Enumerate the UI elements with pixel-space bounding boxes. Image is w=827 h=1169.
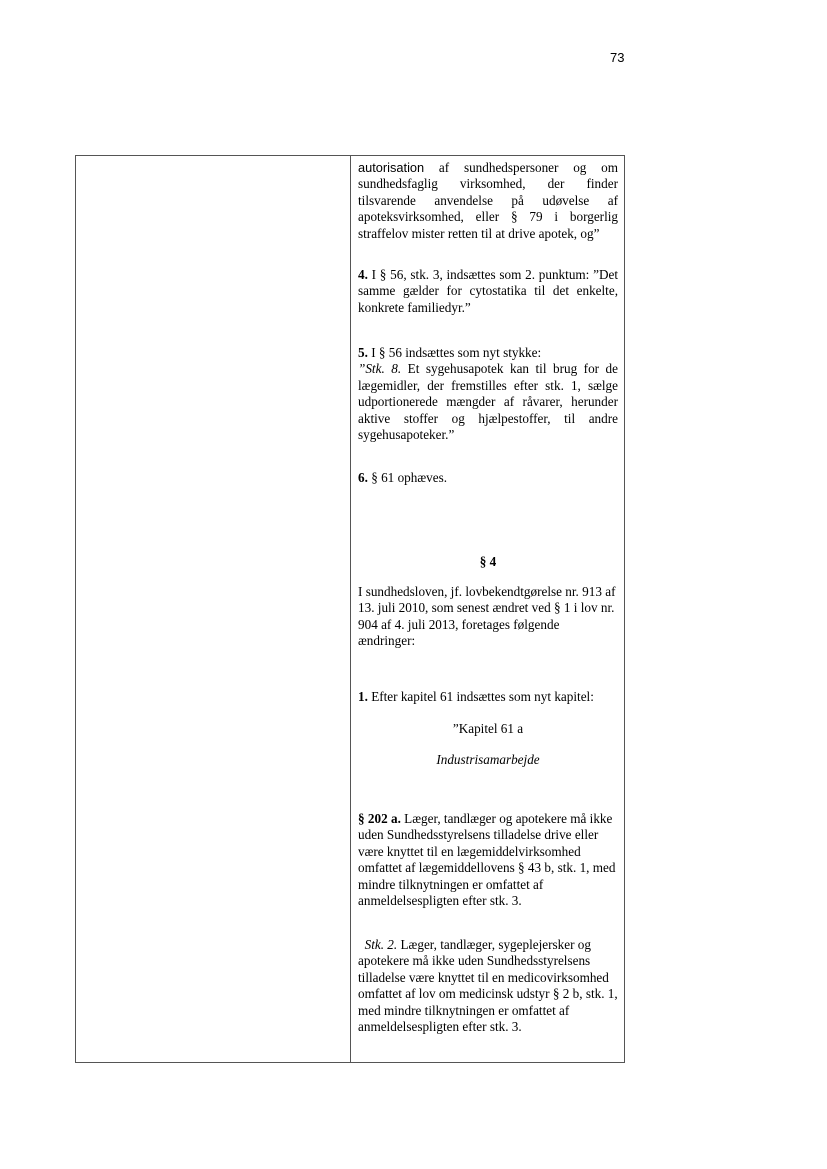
chapter-subtitle [358,752,618,768]
item-5-stk-text: Et sygehusapotek kan til brug for de lægemidler, der fremstilles efter stk. 1, sælge udportionerede mængder af råvarer, herunder aktive stoffer og hjælpestoffer, til andre sygehusapoteker.” [358,361,618,443]
stk-2-text: Læger, tandlæger, sygeplejersker og apotekere må ikke uden Sundhedsstyrelsens tilladelse være knyttet til en medicovirksomhed omfattet af lov om medicinsk udstyr § 2 b, stk. 1, med mindre tilknytningen er omfattet af anmeldelsespligten efter stk. 3. [358,937,618,1035]
chapter-title-text: ”Kapitel 61 a [452,721,524,736]
continuation-text: af sundhedspersoner og om sundhedsfaglig virksomhed, der finder tilsvarende anvendelse på udøvelse af apoteksvirksomhed, eller § 79 i borgerlig straffelov mister retten til at drive apotek, og” [358,160,618,241]
stk-2 [358,937,618,1035]
page-number: 73 [610,50,625,65]
item-6-text: § 61 ophæves. [367,470,448,485]
item-4 [358,267,618,316]
chapter-subtitle-text: Industrisamarbejde [436,752,540,767]
item-6 [358,470,618,486]
paragraph-202a [358,811,618,909]
continuation-lead: autorisation [358,160,425,175]
chapter-title [358,721,618,737]
column-divider [350,156,351,1062]
paragraph-202a-label: § 202 a. [358,811,401,826]
section-4-intro-text: I sundhedsloven, jf. lovbekendtgørelse nr. 913 af 13. juli 2010, som senest ændret ved § 1 i lov nr. 904 af 4. juli 2013, foretages følgende ændringer: [358,584,616,649]
paragraph-202a-text: Læger, tandlæger og apotekere må ikke uden Sundhedsstyrelsens tilladelse drive eller være knyttet til en lægemiddelvirksomhed omfattet af lægemiddellovens § 43 b, stk. 1, med mindre tilknytningen er omfattet af anmeldelsespligten efter stk. 3. [358,811,616,909]
item-5-stk-label: ”Stk. 8. [358,361,402,377]
item-1 [358,689,618,705]
item-1-number: 1. [358,689,368,704]
item-1-text: Efter kapitel 61 indsættes som nyt kapitel: [367,689,594,704]
section-4-heading [358,554,618,570]
paragraph-continuation [358,160,618,242]
item-4-number: 4. [358,267,368,282]
section-4-intro [358,584,618,650]
section-4-title: § 4 [479,554,497,569]
item-5-text: I § 56 indsættes som nyt stykke: [367,345,542,360]
item-5-number: 5. [358,345,368,360]
amendment-table [75,155,625,1063]
item-5 [358,345,618,443]
item-6-number: 6. [358,470,368,485]
stk-2-label: Stk. 2. [364,937,398,952]
item-4-text: I § 56, stk. 3, indsættes som 2. punktum: ”Det samme gælder for cytostatika til det enkelte, konkrete familiedyr.” [358,267,618,315]
